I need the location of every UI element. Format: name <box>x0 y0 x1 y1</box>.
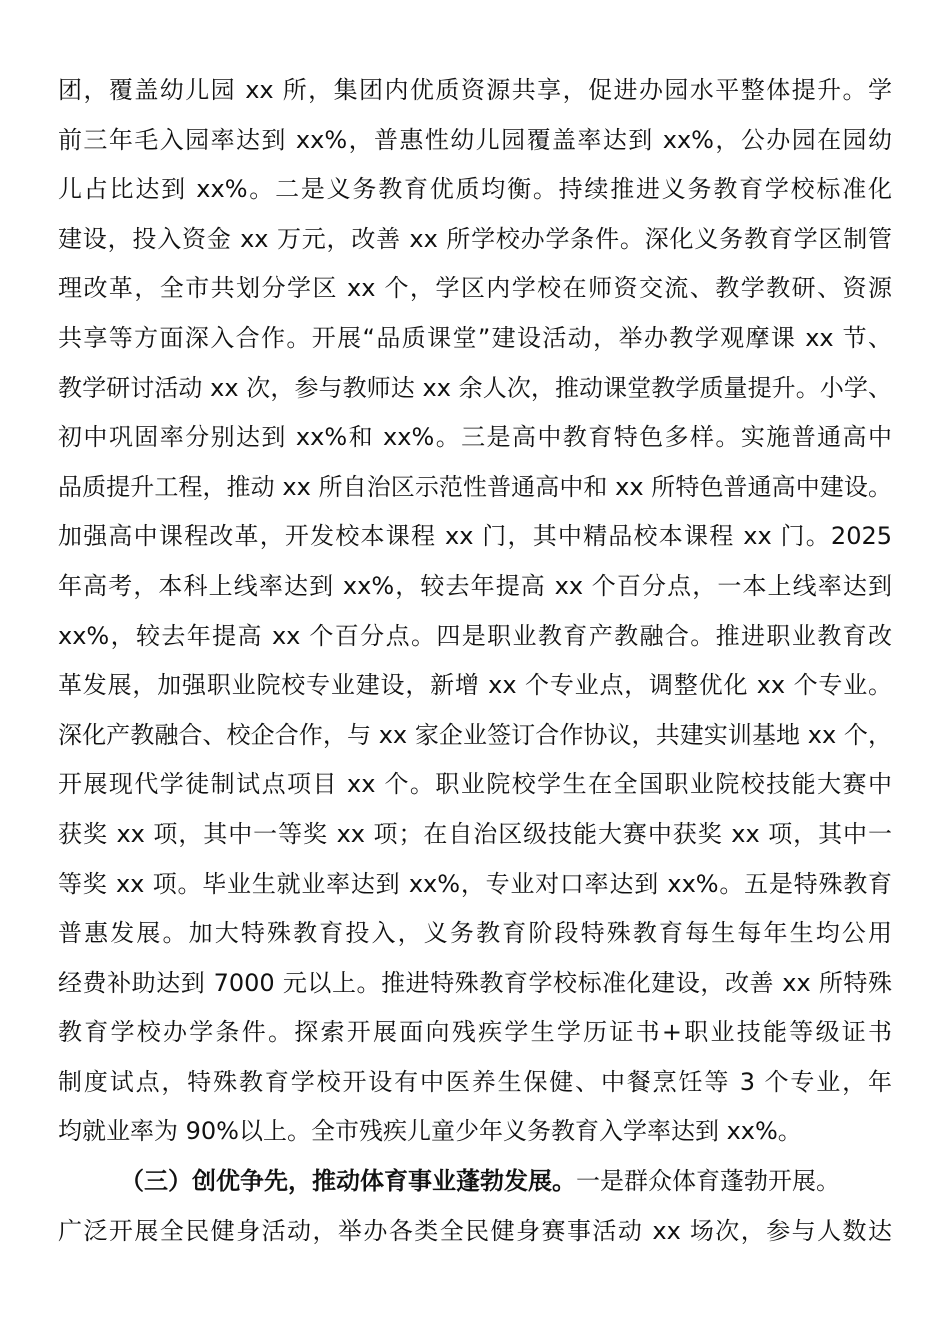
paragraph-line: 团，覆盖幼儿园 xx 所，集团内优质资源共享，促进办园水平整体提升。学 <box>58 76 892 104</box>
paragraph-line: 教育学校办学条件。探索开展面向残疾学生学历证书+职业技能等级证书 <box>58 1018 892 1047</box>
paragraph-line: 建设，投入资金 xx 万元，改善 xx 所学校办学条件。深化义务教育学区制管 <box>58 224 892 253</box>
paragraph-line: 初中巩固率分别达到 xx%和 xx%。三是高中教育特色多样。实施普通高中 <box>58 423 892 452</box>
paragraph-line: 儿占比达到 xx%。二是义务教育优质均衡。持续推进义务教育学校标准化 <box>58 175 892 204</box>
paragraph-line: 广泛开展全民健身活动，举办各类全民健身赛事活动 xx 场次，参与人数达 <box>58 1216 892 1245</box>
paragraph-line: 等奖 xx 项。毕业生就业率达到 xx%，专业对口率达到 xx%。五是特殊教育 <box>58 869 892 898</box>
section-heading-rest: 一是群众体育蓬勃开展。 <box>576 1167 840 1196</box>
paragraph-line: 普惠发展。加大特殊教育投入，义务教育阶段特殊教育每生每年生均公用 <box>58 919 892 948</box>
paragraph-line: 品质提升工程，推动 xx 所自治区示范性普通高中和 xx 所特色普通高中建设。 <box>58 472 892 501</box>
paragraph-line: 深化产教融合、校企合作，与 xx 家企业签订合作协议，共建实训基地 xx 个， <box>58 720 892 749</box>
section-heading-line <box>58 1157 892 1207</box>
document-body <box>58 66 892 1256</box>
paragraph-line: 前三年毛入园率达到 xx%，普惠性幼儿园覆盖率达到 xx%，公办园在园幼 <box>58 125 892 154</box>
paragraph-line: 制度试点，特殊教育学校开设有中医养生保健、中餐烹饪等 3 个专业，年 <box>58 1067 892 1096</box>
paragraph-line: 获奖 xx 项，其中一等奖 xx 项；在自治区级技能大赛中获奖 xx 项，其中一 <box>58 819 892 848</box>
paragraph-line: 加强高中课程改革，开发校本课程 xx 门，其中精品校本课程 xx 门。2025 <box>58 522 892 551</box>
paragraph-line: 经费补助达到 7000 元以上。推进特殊教育学校标准化建设，改善 xx 所特殊 <box>58 968 892 997</box>
paragraph-line: 共享等方面深入合作。开展“品质课堂”建设活动，举办教学观摩课 xx 节、 <box>58 323 892 352</box>
paragraph-line: 开展现代学徒制试点项目 xx 个。职业院校学生在全国职业院校技能大赛中 <box>58 770 892 799</box>
paragraph-line: 理改革，全市共划分学区 xx 个，学区内学校在师资交流、教学教研、资源 <box>58 274 892 303</box>
paragraph-line: xx%，较去年提高 xx 个百分点。四是职业教育产教融合。推进职业教育改 <box>58 621 892 650</box>
paragraph-line: 革发展，加强职业院校专业建设，新增 xx 个专业点，调整优化 xx 个专业。 <box>58 671 892 700</box>
section-heading: （三）创优争先，推动体育事业蓬勃发展。 <box>120 1167 576 1196</box>
paragraph-line: 年高考，本科上线率达到 xx%，较去年提高 xx 个百分点，一本上线率达到 <box>58 571 892 600</box>
paragraph-line: 均就业率为 90%以上。全市残疾儿童少年义务教育入学率达到 xx%。 <box>58 1117 802 1146</box>
paragraph-line: 教学研讨活动 xx 次，参与教师达 xx 余人次，推动课堂教学质量提升。小学、 <box>58 373 892 402</box>
